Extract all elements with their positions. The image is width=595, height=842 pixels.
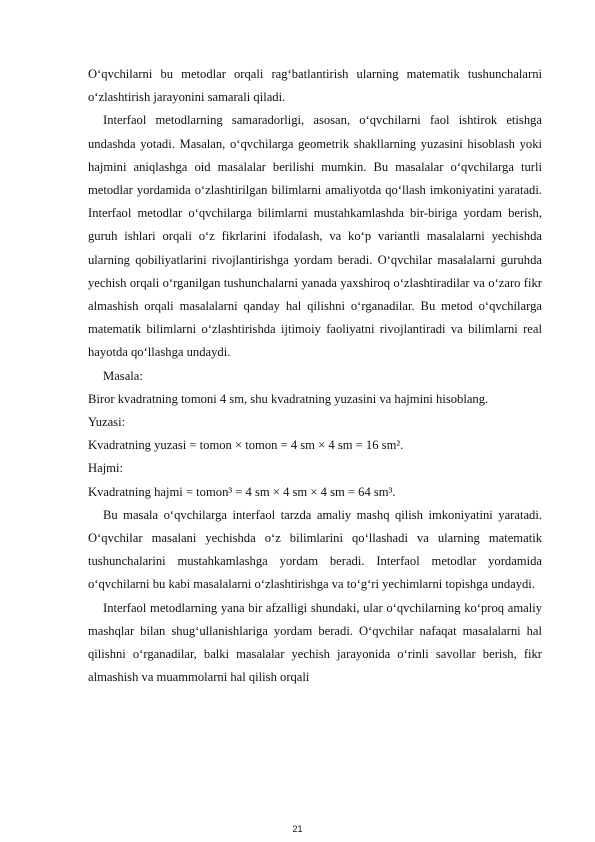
area-heading: Yuzasi: [88, 415, 126, 430]
document-body [88, 63, 542, 689]
area-formula: Kvadratning yuzasi = tomon × tomon = 4 sm × 4 sm = 16 sm². [88, 438, 404, 453]
task-statement: Biror kvadratning tomoni 4 sm, shu kvadratning yuzasini va hajmini hisoblang. [88, 391, 489, 406]
volume-formula: Kvadratning hajmi = tomon³ = 4 sm × 4 sm × 4 sm = 64 sm³. [88, 484, 396, 499]
paragraph-4: Interfaol metodlarning yana bir afzalligi shundaki, ular o‘qvchilarning ko‘proq amaliy mashqlar bilan shug‘ullanishlariga yordam beradi. O‘qvchilar nafaqat masalalarni hal qilishni o‘rganadilar, balki masalalar yechish jarayonida o‘rinli savollar berish, fikr almashish va muammolarni hal qilish orqali [88, 600, 542, 685]
page-number: 21 [292, 824, 303, 834]
paragraph-3: Bu masala o‘qvchilarga interfaol tarzda amaliy mashq qilish imkoniyatini yaratadi. O‘qvchilar masalani yechishda o‘z bilimlarini qo‘llashadi va ularning matematik tushunchalarini mustahkamlashga yordam beradi. Interfaol metodlar yordamida o‘qvchilarni bu kabi masalalarni o‘zlashtirishga va to‘g‘ri yechimlarni topishga undaydi. [88, 507, 542, 592]
task-heading: Masala: [103, 368, 143, 383]
paragraph-2: Interfaol metodlarning samaradorligi, asosan, o‘qvchilarni faol ishtirok etishga undashda yotadi. Masalan, o‘qvchilarga geometrik shakllarning yuzasini hisoblash yoki hajmini aniqlashga oid masalalar berilishi mumkin. Bu masalalar o‘qvchilarga turli metodlar yordamida o‘zlashtirilgan bilimlarni amaliyotda qo‘llash imkoniyatini yaratadi. Interfaol metodlar o‘qvchilarga bilimlarni mustahkamlashda bir-biriga yordam berish, guruh ishlari orqali o‘z fikrlarini ifodalash, va ko‘p variantli masalalarni yechishda ularning qobiliyatlarini rivojlantirishga yordam beradi. O‘qvchilar masalalarni guruhda yechish orqali o‘rganilgan tushunchalarni yanada yaxshiroq o‘zlashtiradilar va o‘zaro fikr almashish orqali masalalarni qanday hal qilishni o‘rganadilar. Bu metod o‘qvchilarga matematik bilimlarni o‘zlashtirishda ijtimoiy faoliyatni rivojlantiradi va bilimlarni real hayotda qo‘llashga undaydi. [88, 113, 542, 360]
paragraph-1: O‘qvchilarni bu metodlar orqali rag‘batlantirish ularning matematik tushunchalarni o‘zlashtirish jarayonini samarali qiladi. [88, 67, 542, 105]
volume-heading: Hajmi: [88, 461, 123, 476]
